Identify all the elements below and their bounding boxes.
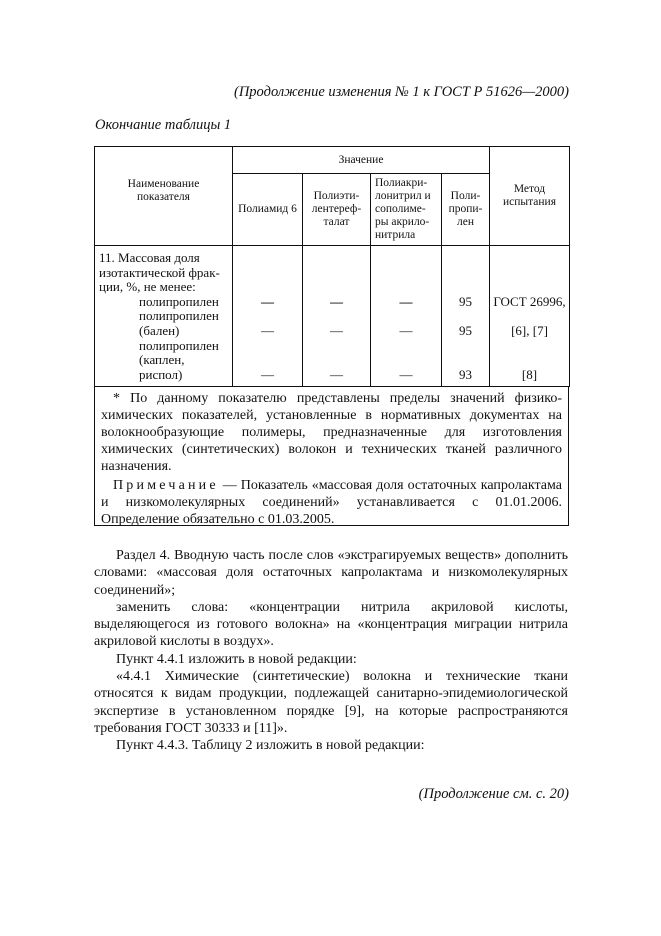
dash: — bbox=[261, 322, 274, 338]
header-polyamide: Полиамид 6 bbox=[233, 174, 303, 246]
header-pan: Полиакри- лонитрил и сополиме- ры акрило- нитрила bbox=[371, 174, 442, 246]
dash: — bbox=[261, 366, 274, 382]
note bbox=[95, 477, 568, 528]
pan-cell bbox=[371, 246, 442, 387]
pp-cell bbox=[442, 246, 490, 387]
properties-table bbox=[94, 146, 570, 387]
note-text: — Показатель «массовая доля остаточных капролактама и низкомолекулярных соединений» устанавливается с 01.01.2006. Определение обязательно с 01.03.2005. bbox=[101, 478, 562, 527]
header-indicator: Наименование показателя bbox=[95, 147, 233, 246]
indicator-line: полипропилен bbox=[139, 308, 219, 324]
pp-value: 93 bbox=[459, 366, 472, 382]
pp-value: 95 bbox=[459, 293, 472, 309]
table-notes bbox=[94, 387, 569, 526]
indicator-line: полипропилен bbox=[139, 293, 219, 309]
indicator-line: изотактической фрак- bbox=[99, 264, 220, 280]
dash: — bbox=[330, 366, 343, 382]
body-text bbox=[94, 547, 568, 755]
footnote: * По данному показателю представлены пределы значений физико-химических показателей, установленные в нормативных документах на волокнообразующие полимеры, предназначенные для изготовления химических (синтетических) волокон и технических тканей различного назначения. bbox=[101, 391, 562, 474]
dash: — bbox=[399, 322, 413, 338]
continuation-footer: (Продолжение см. с. 20) bbox=[418, 786, 569, 802]
paragraph: «4.4.1 Химические (синтетические) волокна и технические ткани относятся к видам продукции, подлежащей санитарно-эпидемиологической экспертизе в установленном порядке [9], на которые распространяются требования ГОСТ 30333 и [11]». bbox=[94, 669, 568, 736]
dash: — bbox=[399, 366, 413, 382]
header-method: Метод испытания bbox=[490, 147, 570, 246]
polyamide-cell bbox=[233, 246, 303, 387]
method-value: [6], [7] bbox=[511, 322, 548, 338]
table-title: Окончание таблицы 1 bbox=[95, 117, 232, 133]
note-label: Примечание bbox=[113, 478, 219, 493]
continuation-header: (Продолжение изменения № 1 к ГОСТ Р 51626—2000) bbox=[234, 84, 569, 100]
dash: — bbox=[330, 322, 343, 338]
paragraph: Пункт 4.4.1 изложить в новой редакции: bbox=[116, 651, 357, 667]
pet-cell bbox=[303, 246, 371, 387]
indicator-line: 11. Массовая доля bbox=[99, 250, 200, 265]
header-pp: Поли- пропи- лен bbox=[442, 174, 490, 246]
header-pet: Полиэти- лентереф- талат bbox=[303, 174, 371, 246]
indicator-line: ции, %, не менее: bbox=[99, 279, 196, 295]
dash: — bbox=[261, 293, 274, 309]
indicator-cell bbox=[95, 246, 233, 387]
dash: — bbox=[330, 293, 343, 309]
pp-value: 95 bbox=[459, 322, 472, 338]
indicator-line: (бален) bbox=[139, 322, 180, 338]
method-cell bbox=[490, 246, 570, 387]
header-value-group: Значение bbox=[233, 147, 490, 174]
dash: — bbox=[399, 293, 413, 309]
method-value: ГОСТ 26996, bbox=[493, 293, 566, 309]
indicator-line: риспол) bbox=[139, 366, 183, 382]
indicator-line: полипропилен bbox=[139, 337, 219, 353]
paragraph: заменить слова: «концентрации нитрила акриловой кислоты, выделяющегося из готового волокна» на «концентрация миграции нитрила акриловой кислоты в воздух». bbox=[94, 599, 568, 650]
paragraph: Раздел 4. Вводную часть после слов «экстрагируемых веществ» дополнить словами: «массовая доля остаточных капролактама и низкомолекулярных соединений»; bbox=[94, 548, 568, 598]
method-value: [8] bbox=[521, 366, 538, 382]
paragraph: Пункт 4.4.3. Таблицу 2 изложить в новой редакции: bbox=[116, 738, 425, 754]
indicator-line: (каплен, bbox=[139, 352, 185, 368]
